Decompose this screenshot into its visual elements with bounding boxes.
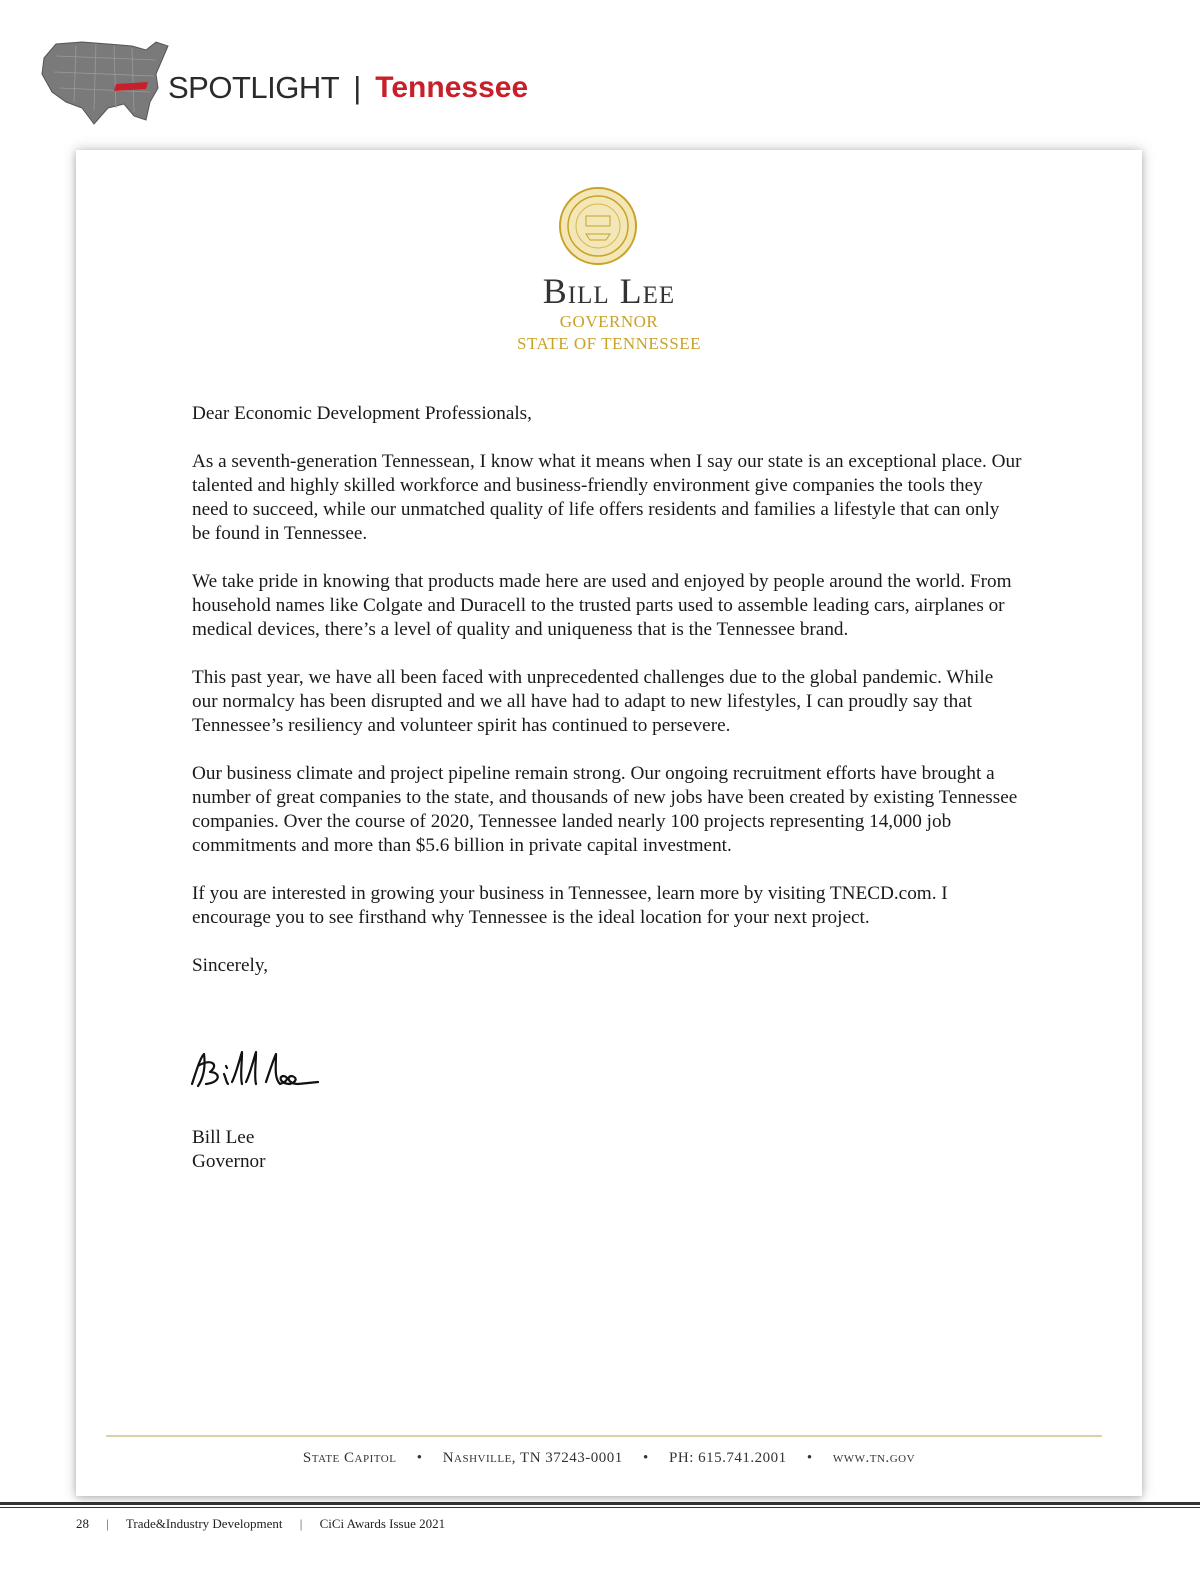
salutation: Dear Economic Development Professionals, [192, 403, 532, 424]
publication-name: Trade&Industry Development [125, 1516, 283, 1531]
address-building: State Capitol [302, 1450, 397, 1466]
signer-title: Governor [192, 1151, 266, 1172]
footer-rule [106, 1435, 1102, 1437]
page-footer [76, 1516, 445, 1532]
signature-block [192, 1126, 266, 1174]
footer-bar-thin [0, 1507, 1200, 1508]
page-number: 28 [76, 1516, 89, 1531]
header-separator: | [353, 70, 362, 105]
paragraph: This past year, we have all been faced with unprecedented challenges due to the global pandemic. While our normalcy has been disrupted and we all have had to adapt to new lifestyles, I can proudly say that Tennessee’s resiliency and volunteer spirit has continued to persevere. [192, 667, 994, 736]
bullet-icon: • [416, 1450, 423, 1466]
letter-page [76, 150, 1142, 1496]
footer-bar [0, 1502, 1200, 1505]
footer-separator: | [106, 1516, 109, 1531]
address-phone: PH: 615.741.2001 [669, 1450, 787, 1466]
paragraph: If you are interested in growing your business in Tennessee, learn more by visiting TNECD.com. I encourage you to see firsthand why Tennessee is the ideal location for your next project. [192, 883, 948, 928]
state-seal-icon [558, 186, 638, 266]
paragraph: We take pride in knowing that products made here are used and enjoyed by people around the world. From household names like Colgate and Duracell to the trusted parts used to assemble leading cars, airplanes or medical devices, there’s a level of quality and uniqueness that is the Tennessee brand. [192, 571, 1012, 640]
us-map-icon [36, 32, 176, 132]
letterhead-title: GOVERNOR [559, 312, 659, 331]
footer-separator: | [299, 1516, 303, 1531]
section-state: Tennessee [375, 71, 529, 104]
signer-name: Bill Lee [192, 1127, 255, 1148]
signature-icon [186, 1044, 326, 1094]
address-city: Nashville, TN [442, 1450, 542, 1466]
paragraph: Our business climate and project pipeline remain strong. Our ongoing recruitment efforts have brought a number of great companies to the state, and thousands of new jobs have been created by existing Tennessee companies. Over the course of 2020, Tennessee landed nearly 100 projects representing 14,000 job commitments and more than $5.6 billion in private capital investment. [192, 763, 1018, 856]
address-zip: 37243-0001 [545, 1450, 623, 1466]
letterhead-name: Bill Lee [542, 271, 676, 311]
address-line [76, 1450, 1142, 1467]
bullet-icon: • [643, 1450, 649, 1466]
letterhead-state: STATE OF TENNESSEE [517, 334, 701, 353]
letter-body [192, 402, 1022, 1002]
valediction: Sincerely, [192, 955, 269, 976]
address-website: www.tn.gov [832, 1450, 916, 1466]
issue-name: CiCi Awards Issue 2021 [319, 1516, 446, 1531]
section-label: SPOTLIGHT [168, 70, 340, 105]
paragraph: As a seventh-generation Tennessean, I know what it means when I say our state is an exceptional place. Our talented and highly skilled workforce and business-friendly environment give companies the tools they need to succeed, while our unmatched quality of life offers residents and families a lifestyle that can only be found in Tennessee. [192, 451, 1022, 544]
bullet-icon: • [806, 1450, 813, 1466]
